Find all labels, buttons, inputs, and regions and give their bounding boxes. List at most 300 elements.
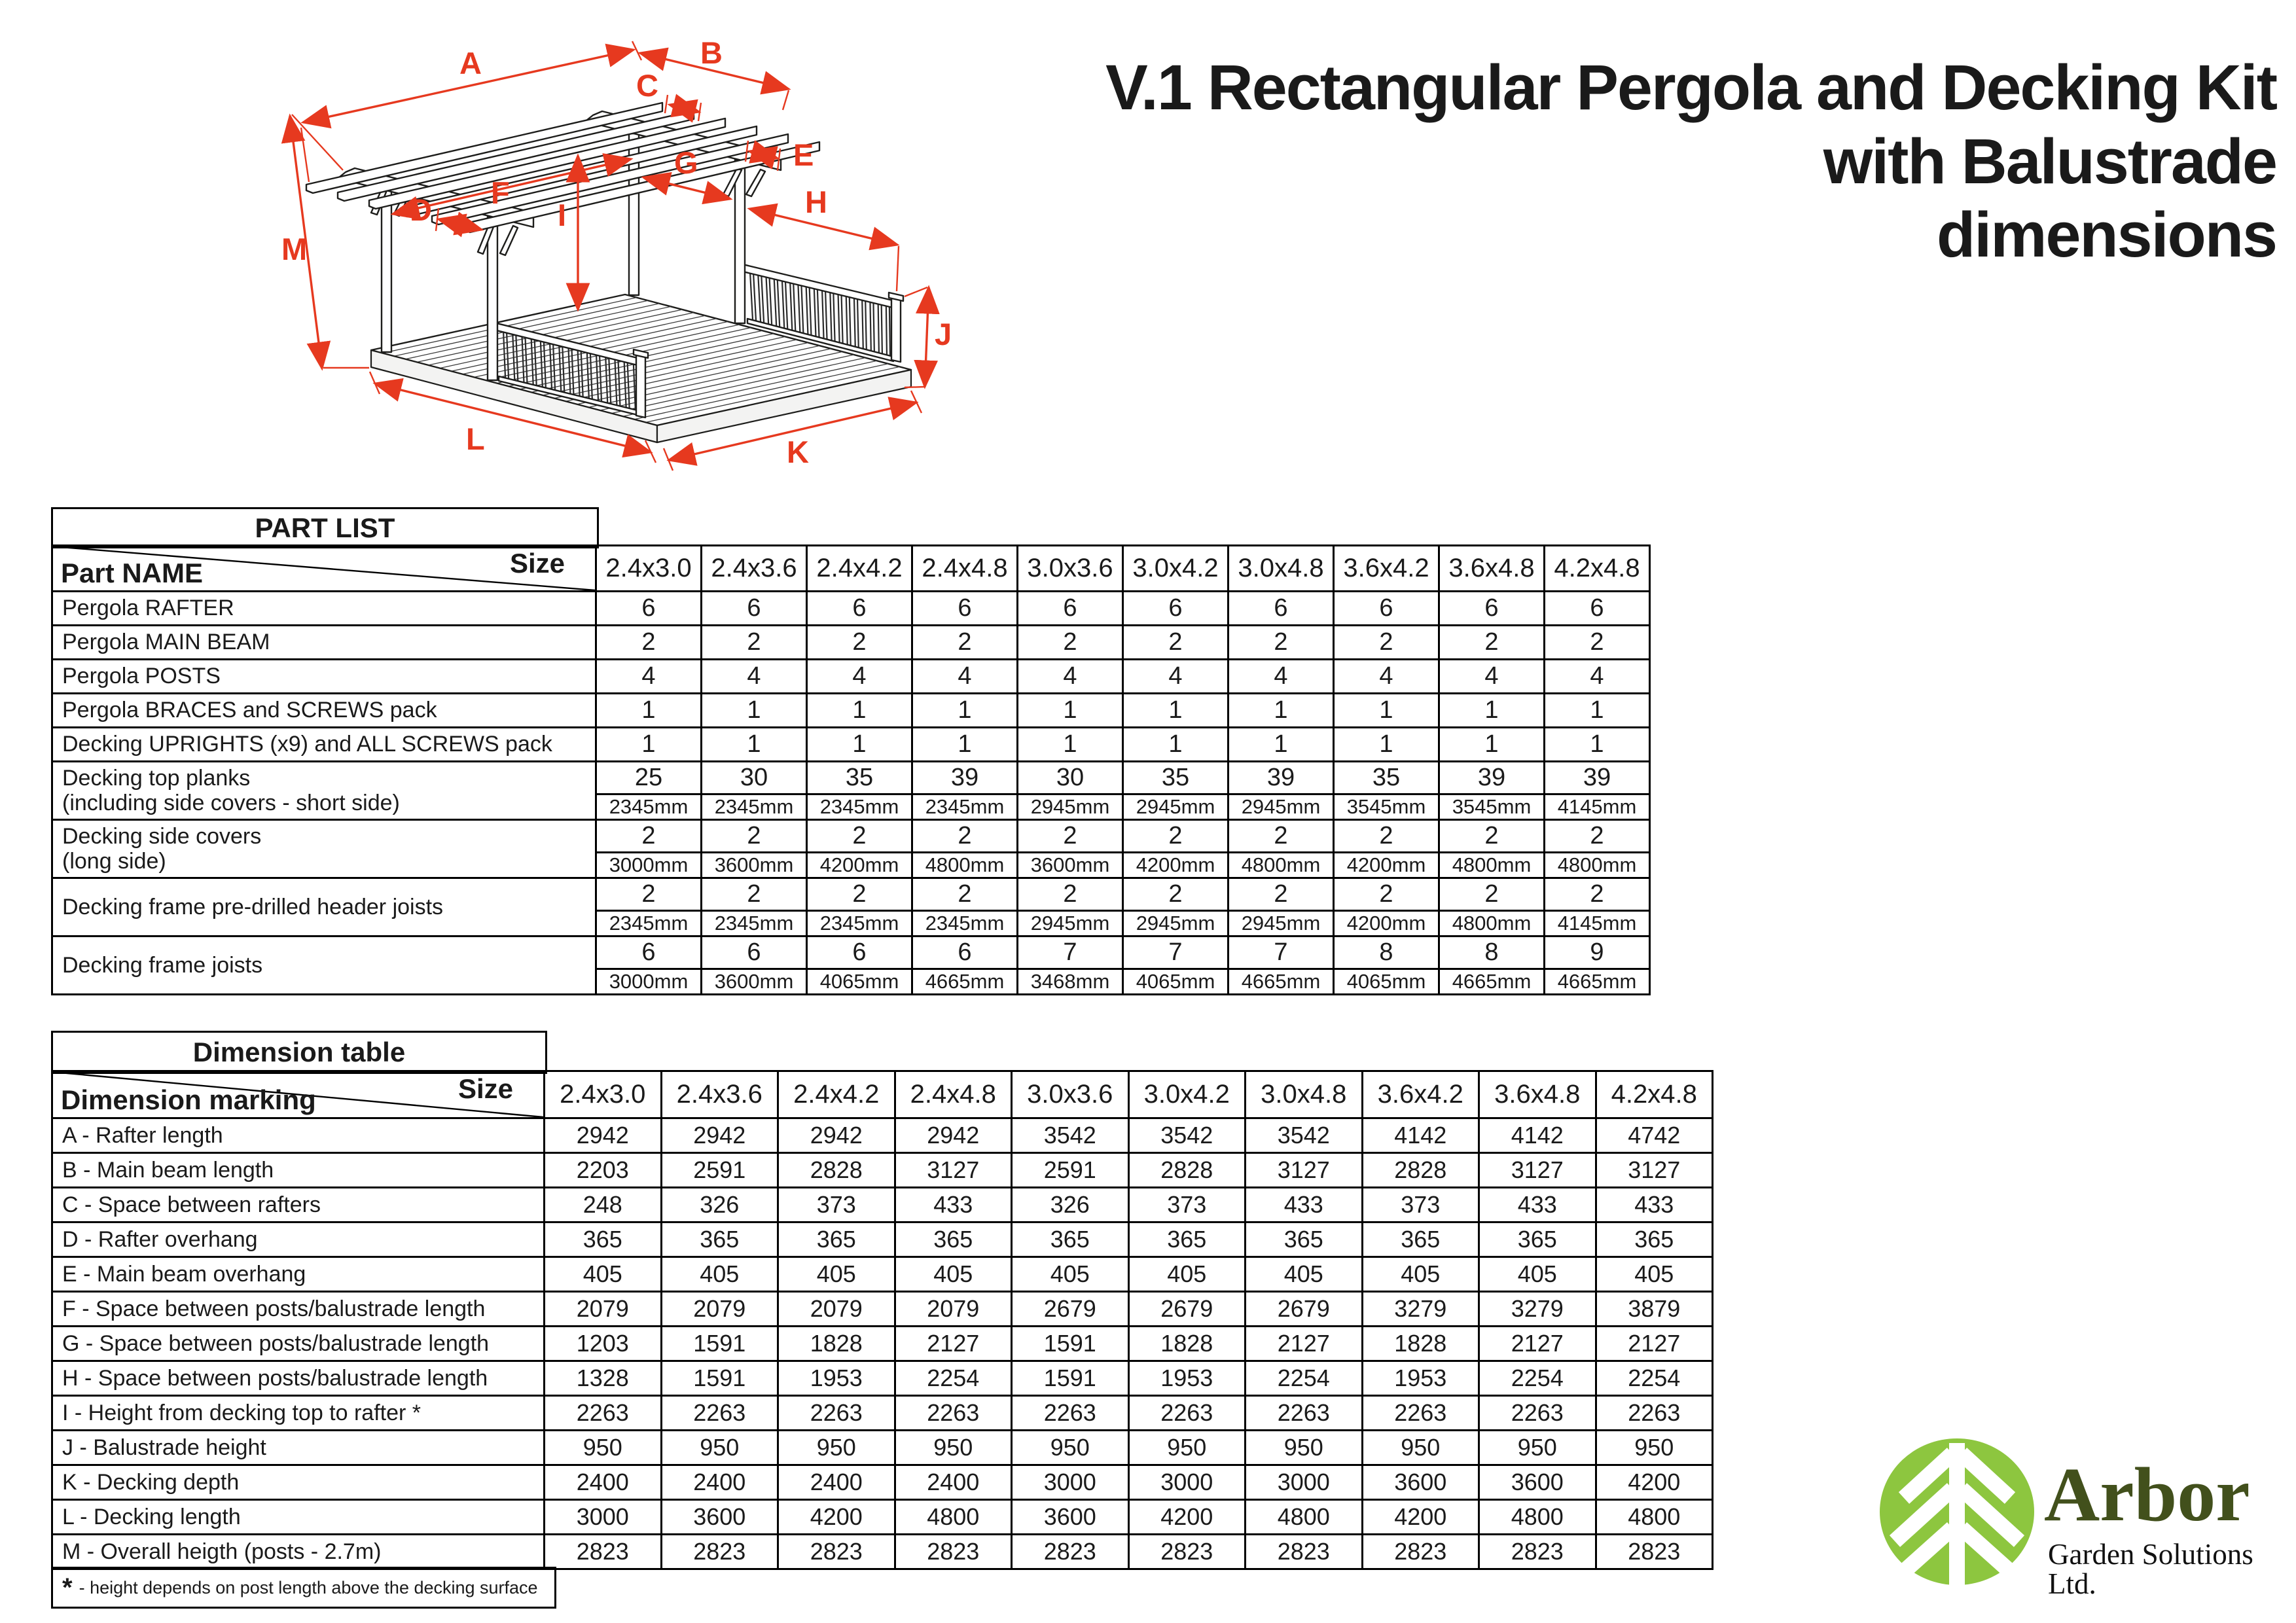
dimension-value-cell: 950 [661, 1431, 778, 1465]
dimension-value-cell: 2263 [1246, 1396, 1363, 1431]
dimension-value-cell: 2823 [1246, 1535, 1363, 1569]
dimension-value-cell: 433 [1479, 1188, 1596, 1222]
dim-label-G: G [674, 145, 698, 180]
part-qty-cell: 2 [702, 820, 807, 853]
part-qty-cell: 1 [1229, 728, 1334, 762]
part-qty-cell: 1 [596, 694, 702, 728]
dimension-name-cell: A - Rafter length [52, 1118, 545, 1153]
part-name-cell: Decking UPRIGHTS (x9) and ALL SCREWS pack [52, 728, 596, 762]
part-length-cell: 3600mm [1018, 853, 1123, 878]
dimension-value-cell: 2263 [778, 1396, 895, 1431]
part-list-size-header: 2.4x4.8 [912, 546, 1018, 592]
dimension-row [52, 1361, 1713, 1396]
part-qty-cell: 6 [702, 936, 807, 969]
dimension-value-cell: 1591 [661, 1361, 778, 1396]
part-qty-cell: 7 [1018, 936, 1123, 969]
dimension-value-cell: 2823 [1479, 1535, 1596, 1569]
part-length-cell: 4800mm [912, 853, 1018, 878]
part-list-title-box [51, 507, 599, 548]
dimension-row [52, 1188, 1713, 1222]
dimension-value-cell: 1328 [545, 1361, 662, 1396]
part-qty-cell: 6 [807, 936, 912, 969]
part-qty-cell: 2 [807, 820, 912, 853]
dimension-value-cell: 2263 [1012, 1396, 1129, 1431]
part-qty-cell: 1 [702, 694, 807, 728]
part-qty-cell: 2 [912, 878, 1018, 911]
logo-name: Arbor [2044, 1452, 2250, 1537]
dimension-row [52, 1465, 1713, 1500]
dimension-value-cell: 2823 [1362, 1535, 1479, 1569]
dimension-value-cell: 2079 [895, 1292, 1012, 1327]
dimension-row [52, 1292, 1713, 1327]
dimension-value-cell: 373 [778, 1188, 895, 1222]
dimension-value-cell: 1828 [1128, 1327, 1246, 1361]
part-length-cell: 4665mm [912, 969, 1018, 995]
part-qty-cell: 1 [1018, 728, 1123, 762]
dim-label-I: I [558, 198, 567, 232]
part-qty-cell: 35 [807, 762, 912, 794]
part-qty-cell: 2 [1334, 820, 1439, 853]
dimension-value-cell: 950 [895, 1431, 1012, 1465]
dimension-size-header: 3.0x4.8 [1246, 1071, 1363, 1118]
dimension-value-cell: 405 [778, 1257, 895, 1292]
dimension-value-cell: 2942 [545, 1118, 662, 1153]
part-qty-cell: 4 [807, 660, 912, 694]
part-qty-cell: 2 [1545, 626, 1650, 660]
dimension-value-cell: 2127 [1479, 1327, 1596, 1361]
part-qty-cell: 35 [1123, 762, 1229, 794]
dimension-value-cell: 405 [1246, 1257, 1363, 1292]
dimension-name-cell: C - Space between rafters [52, 1188, 545, 1222]
dimension-value-cell: 2823 [661, 1535, 778, 1569]
dimension-value-cell: 405 [1128, 1257, 1246, 1292]
dimension-value-cell: 405 [1362, 1257, 1479, 1292]
part-qty-cell: 6 [1545, 592, 1650, 626]
part-length-cell: 2945mm [1123, 911, 1229, 936]
footnote-star: * [62, 1573, 73, 1602]
dimension-value-cell: 2400 [895, 1465, 1012, 1500]
part-name-cell: Decking top planks (including side covers - short side) [52, 762, 596, 820]
dimension-value-cell: 2263 [1128, 1396, 1246, 1431]
dimension-value-cell: 1953 [1362, 1361, 1479, 1396]
part-list-row [52, 936, 1650, 969]
part-qty-cell: 1 [807, 728, 912, 762]
part-qty-cell: 1 [1229, 694, 1334, 728]
dimension-value-cell: 326 [661, 1188, 778, 1222]
part-length-cell: 3600mm [702, 969, 807, 995]
dimension-table-title: Dimension table [192, 1037, 406, 1067]
part-qty-cell: 2 [807, 626, 912, 660]
part-list-size-header: 2.4x4.2 [807, 546, 912, 592]
part-qty-cell: 2 [1123, 626, 1229, 660]
part-length-cell: 4800mm [1439, 853, 1545, 878]
part-qty-cell: 2 [1439, 878, 1545, 911]
part-name-cell: Pergola MAIN BEAM [52, 626, 596, 660]
dimension-value-cell: 950 [1596, 1431, 1713, 1465]
dimension-value-cell: 3127 [1246, 1153, 1363, 1188]
part-qty-cell: 6 [1229, 592, 1334, 626]
part-length-cell: 4800mm [1545, 853, 1650, 878]
part-qty-cell: 1 [912, 694, 1018, 728]
dimension-value-cell: 365 [545, 1222, 662, 1257]
dimension-name-cell: E - Main beam overhang [52, 1257, 545, 1292]
part-qty-cell: 2 [1018, 626, 1123, 660]
part-length-cell: 4800mm [1229, 853, 1334, 878]
part-length-cell: 4145mm [1545, 911, 1650, 936]
dimension-name-cell: F - Space between posts/balustrade length [52, 1292, 545, 1327]
part-qty-cell: 8 [1439, 936, 1545, 969]
part-qty-cell: 7 [1123, 936, 1229, 969]
dimension-name-cell: M - Overall heigth (posts - 2.7m) [52, 1535, 545, 1569]
part-length-cell: 4665mm [1545, 969, 1650, 995]
dimension-size-header: 3.6x4.8 [1479, 1071, 1596, 1118]
dim-label-C: C [636, 68, 658, 103]
dimension-value-cell: 1828 [1362, 1327, 1479, 1361]
dim-label-H: H [805, 185, 827, 219]
part-list-row [52, 626, 1650, 660]
part-length-cell: 4065mm [1123, 969, 1229, 995]
dimension-value-cell: 950 [1012, 1431, 1129, 1465]
dimension-value-cell: 2823 [1128, 1535, 1246, 1569]
dimension-size-header: 2.4x4.8 [895, 1071, 1012, 1118]
dimension-value-cell: 3542 [1246, 1118, 1363, 1153]
part-qty-cell: 2 [1229, 878, 1334, 911]
dimension-value-cell: 2263 [545, 1396, 662, 1431]
dimension-value-cell: 2254 [895, 1361, 1012, 1396]
dimension-value-cell: 4800 [1596, 1500, 1713, 1535]
dimension-value-cell: 2400 [661, 1465, 778, 1500]
part-qty-cell: 2 [912, 820, 1018, 853]
dimension-row [52, 1500, 1713, 1535]
dimension-value-cell: 2823 [778, 1535, 895, 1569]
dimension-value-cell: 3600 [661, 1500, 778, 1535]
part-name-cell: Decking frame joists [52, 936, 596, 995]
dimension-value-cell: 365 [1479, 1222, 1596, 1257]
dimension-corner-size-label: Size [457, 1073, 513, 1104]
part-qty-cell: 2 [596, 626, 702, 660]
dimension-value-cell: 950 [1246, 1431, 1363, 1465]
part-length-cell: 4200mm [1123, 853, 1229, 878]
leaf-icon [1875, 1430, 2039, 1594]
part-length-cell: 3000mm [596, 853, 702, 878]
dimension-value-cell: 405 [1479, 1257, 1596, 1292]
part-length-cell: 4200mm [1334, 853, 1439, 878]
part-qty-cell: 4 [1123, 660, 1229, 694]
dimension-name-cell: I - Height from decking top to rafter * [52, 1396, 545, 1431]
dimension-size-header: 4.2x4.8 [1596, 1071, 1713, 1118]
part-length-cell: 2945mm [1123, 794, 1229, 820]
dimension-value-cell: 2263 [1479, 1396, 1596, 1431]
part-list-size-header: 2.4x3.6 [702, 546, 807, 592]
part-list-size-header: 3.6x4.2 [1334, 546, 1439, 592]
part-qty-cell: 6 [596, 592, 702, 626]
part-list-row [52, 694, 1650, 728]
dimension-table-footnote [51, 1567, 556, 1609]
post-front-right [488, 217, 497, 380]
part-length-cell: 2345mm [807, 911, 912, 936]
part-length-cell: 3600mm [702, 853, 807, 878]
part-qty-cell: 39 [1545, 762, 1650, 794]
logo-subtitle: Garden Solutions Ltd. [2048, 1538, 2253, 1600]
part-qty-cell: 4 [702, 660, 807, 694]
dimension-value-cell: 405 [661, 1257, 778, 1292]
part-qty-cell: 2 [1123, 820, 1229, 853]
dimension-table-title-box [51, 1031, 547, 1074]
company-logo [1875, 1430, 2294, 1600]
page-title-line1: V.1 Rectangular Pergola and Decking Kit [1105, 52, 2276, 123]
dimension-name-cell: K - Decking depth [52, 1465, 545, 1500]
dimension-value-cell: 3600 [1362, 1465, 1479, 1500]
dim-label-J: J [935, 317, 952, 351]
dimension-value-cell: 3127 [1596, 1153, 1713, 1188]
dimension-size-header: 3.6x4.2 [1362, 1071, 1479, 1118]
part-qty-cell: 1 [1334, 694, 1439, 728]
dimension-value-cell: 2263 [661, 1396, 778, 1431]
part-qty-cell: 6 [1439, 592, 1545, 626]
dimension-value-cell: 3879 [1596, 1292, 1713, 1327]
part-qty-cell: 1 [702, 728, 807, 762]
dimension-value-cell: 2679 [1128, 1292, 1246, 1327]
dimension-value-cell: 3127 [1479, 1153, 1596, 1188]
dimension-value-cell: 405 [1012, 1257, 1129, 1292]
dim-label-F: F [491, 175, 510, 210]
dimension-value-cell: 373 [1362, 1188, 1479, 1222]
part-qty-cell: 7 [1229, 936, 1334, 969]
part-list-table [51, 544, 1651, 995]
dimension-name-cell: H - Space between posts/balustrade length [52, 1361, 545, 1396]
dimension-value-cell: 373 [1128, 1188, 1246, 1222]
dimension-value-cell: 2679 [1012, 1292, 1129, 1327]
dimension-value-cell: 1953 [778, 1361, 895, 1396]
part-list-corner-cell [52, 546, 596, 592]
dim-label-B: B [700, 35, 723, 70]
part-list-row [52, 820, 1650, 853]
part-qty-cell: 6 [1123, 592, 1229, 626]
dimension-value-cell: 365 [1596, 1222, 1713, 1257]
part-name-cell: Pergola POSTS [52, 660, 596, 694]
part-qty-cell: 1 [807, 694, 912, 728]
dimension-value-cell: 2828 [1128, 1153, 1246, 1188]
part-length-cell: 4665mm [1229, 969, 1334, 995]
part-length-cell: 3468mm [1018, 969, 1123, 995]
part-length-cell: 2345mm [596, 911, 702, 936]
dimension-name-cell: G - Space between posts/balustrade length [52, 1327, 545, 1361]
part-qty-cell: 6 [912, 592, 1018, 626]
part-qty-cell: 25 [596, 762, 702, 794]
dimension-value-cell: 2823 [895, 1535, 1012, 1569]
page-title [949, 51, 2276, 272]
dimension-value-cell: 2263 [1596, 1396, 1713, 1431]
part-qty-cell: 4 [1439, 660, 1545, 694]
part-qty-cell: 2 [1439, 820, 1545, 853]
dimension-value-cell: 2942 [895, 1118, 1012, 1153]
dimension-value-cell: 950 [778, 1431, 895, 1465]
dimension-value-cell: 2942 [661, 1118, 778, 1153]
part-qty-cell: 6 [1334, 592, 1439, 626]
dimension-value-cell: 1953 [1128, 1361, 1246, 1396]
part-list-size-header: 3.0x4.2 [1123, 546, 1229, 592]
dimension-value-cell: 3542 [1128, 1118, 1246, 1153]
part-qty-cell: 2 [1018, 820, 1123, 853]
dimension-value-cell: 4800 [1479, 1500, 1596, 1535]
part-qty-cell: 4 [912, 660, 1018, 694]
dimension-value-cell: 248 [545, 1188, 662, 1222]
dimension-value-cell: 2942 [778, 1118, 895, 1153]
part-qty-cell: 1 [1439, 728, 1545, 762]
dimension-size-header: 2.4x3.6 [661, 1071, 778, 1118]
part-qty-cell: 2 [1334, 878, 1439, 911]
dimension-value-cell: 4200 [1596, 1465, 1713, 1500]
dimension-value-cell: 950 [1362, 1431, 1479, 1465]
part-qty-cell: 2 [702, 626, 807, 660]
dimension-value-cell: 2079 [661, 1292, 778, 1327]
dimension-value-cell: 4800 [895, 1500, 1012, 1535]
dimension-value-cell: 433 [895, 1188, 1012, 1222]
dimension-value-cell: 2591 [661, 1153, 778, 1188]
part-list-row [52, 878, 1650, 911]
part-qty-cell: 4 [596, 660, 702, 694]
part-length-cell: 3545mm [1334, 794, 1439, 820]
part-list-corner-size-label: Size [509, 548, 565, 579]
dimension-value-cell: 365 [895, 1222, 1012, 1257]
dimension-row [52, 1431, 1713, 1465]
page-title-line3: dimensions [1937, 199, 2276, 271]
part-length-cell: 4800mm [1439, 911, 1545, 936]
part-length-cell: 2345mm [807, 794, 912, 820]
part-qty-cell: 39 [912, 762, 1018, 794]
dimension-value-cell: 3600 [1479, 1465, 1596, 1500]
part-length-cell: 2345mm [912, 794, 1018, 820]
part-qty-cell: 2 [1229, 820, 1334, 853]
part-qty-cell: 2 [912, 626, 1018, 660]
part-qty-cell: 39 [1439, 762, 1545, 794]
part-qty-cell: 4 [1018, 660, 1123, 694]
part-qty-cell: 2 [702, 878, 807, 911]
dimension-value-cell: 1591 [1012, 1361, 1129, 1396]
part-qty-cell: 2 [1018, 878, 1123, 911]
part-list-row [52, 728, 1650, 762]
dimension-value-cell: 405 [545, 1257, 662, 1292]
part-name-cell: Decking side covers (long side) [52, 820, 596, 878]
dimension-value-cell: 3000 [1012, 1465, 1129, 1500]
part-qty-cell: 4 [1229, 660, 1334, 694]
dimension-value-cell: 2823 [545, 1535, 662, 1569]
dimension-value-cell: 365 [1012, 1222, 1129, 1257]
part-qty-cell: 1 [1545, 728, 1650, 762]
part-qty-cell: 35 [1334, 762, 1439, 794]
part-qty-cell: 30 [1018, 762, 1123, 794]
dim-label-E: E [793, 137, 814, 172]
part-qty-cell: 2 [596, 878, 702, 911]
part-list-size-header: 3.0x3.6 [1018, 546, 1123, 592]
part-qty-cell: 8 [1334, 936, 1439, 969]
dimension-row [52, 1396, 1713, 1431]
part-qty-cell: 6 [702, 592, 807, 626]
dimension-table [51, 1070, 1713, 1570]
dimension-value-cell: 2127 [895, 1327, 1012, 1361]
dimension-name-cell: J - Balustrade height [52, 1431, 545, 1465]
dimension-value-cell: 326 [1012, 1188, 1129, 1222]
part-length-cell: 3000mm [596, 969, 702, 995]
dimension-value-cell: 2591 [1012, 1153, 1129, 1188]
part-qty-cell: 6 [1018, 592, 1123, 626]
part-qty-cell: 9 [1545, 936, 1650, 969]
part-name-cell: Pergola RAFTER [52, 592, 596, 626]
part-qty-cell: 1 [1018, 694, 1123, 728]
part-qty-cell: 1 [1123, 694, 1229, 728]
dim-label-D: D [410, 192, 432, 227]
dimension-size-header: 3.0x3.6 [1012, 1071, 1129, 1118]
dimension-row [52, 1118, 1713, 1153]
dimension-value-cell: 1591 [661, 1327, 778, 1361]
dimension-value-cell: 365 [1362, 1222, 1479, 1257]
pergola-isometric-drawing [85, 23, 1086, 560]
part-name-cell: Decking frame pre-drilled header joists [52, 878, 596, 936]
dimension-value-cell: 365 [1246, 1222, 1363, 1257]
part-length-cell: 3545mm [1439, 794, 1545, 820]
part-length-cell: 2345mm [702, 911, 807, 936]
dimension-value-cell: 3600 [1012, 1500, 1129, 1535]
dimension-value-cell: 2263 [1362, 1396, 1479, 1431]
part-qty-cell: 2 [596, 820, 702, 853]
part-list-size-header: 3.6x4.8 [1439, 546, 1545, 592]
part-length-cell: 4065mm [1334, 969, 1439, 995]
part-length-cell: 2345mm [912, 911, 1018, 936]
part-qty-cell: 4 [1334, 660, 1439, 694]
dimension-value-cell: 2828 [778, 1153, 895, 1188]
part-list-title: PART LIST [255, 512, 395, 543]
part-length-cell: 2345mm [596, 794, 702, 820]
part-qty-cell: 1 [1334, 728, 1439, 762]
footnote-text: - height depends on post length above the decking surface [79, 1577, 538, 1597]
part-length-cell: 4145mm [1545, 794, 1650, 820]
dimension-value-cell: 950 [1479, 1431, 1596, 1465]
dimension-value-cell: 3542 [1012, 1118, 1129, 1153]
dimension-value-cell: 2828 [1362, 1153, 1479, 1188]
dimension-value-cell: 2254 [1596, 1361, 1713, 1396]
dimension-value-cell: 405 [1596, 1257, 1713, 1292]
dimension-value-cell: 2127 [1596, 1327, 1713, 1361]
part-list-size-header: 2.4x3.0 [596, 546, 702, 592]
dimension-value-cell: 405 [895, 1257, 1012, 1292]
dimension-value-cell: 3127 [895, 1153, 1012, 1188]
part-qty-cell: 2 [1545, 820, 1650, 853]
dim-label-L: L [466, 421, 485, 456]
dimension-value-cell: 433 [1246, 1188, 1363, 1222]
dimension-value-cell: 1203 [545, 1327, 662, 1361]
part-qty-cell: 1 [596, 728, 702, 762]
dimension-name-cell: L - Decking length [52, 1500, 545, 1535]
part-length-cell: 4065mm [807, 969, 912, 995]
dimension-value-cell: 3279 [1362, 1292, 1479, 1327]
part-list-corner-name-label: Part NAME [61, 558, 204, 588]
dimension-size-header: 2.4x4.2 [778, 1071, 895, 1118]
dimension-value-cell: 4200 [1128, 1500, 1246, 1535]
dimension-value-cell: 365 [661, 1222, 778, 1257]
dim-label-M: M [281, 232, 308, 266]
dimension-table-corner-cell [52, 1071, 545, 1118]
part-qty-cell: 30 [702, 762, 807, 794]
dimension-row [52, 1535, 1713, 1569]
dimension-value-cell: 3000 [1128, 1465, 1246, 1500]
dimension-value-cell: 950 [1128, 1431, 1246, 1465]
dimension-value-cell: 365 [778, 1222, 895, 1257]
part-length-cell: 2945mm [1229, 911, 1334, 936]
part-qty-cell: 2 [1123, 878, 1229, 911]
dim-label-K: K [787, 435, 809, 469]
dimension-value-cell: 1828 [778, 1327, 895, 1361]
dimension-value-cell: 2203 [545, 1153, 662, 1188]
